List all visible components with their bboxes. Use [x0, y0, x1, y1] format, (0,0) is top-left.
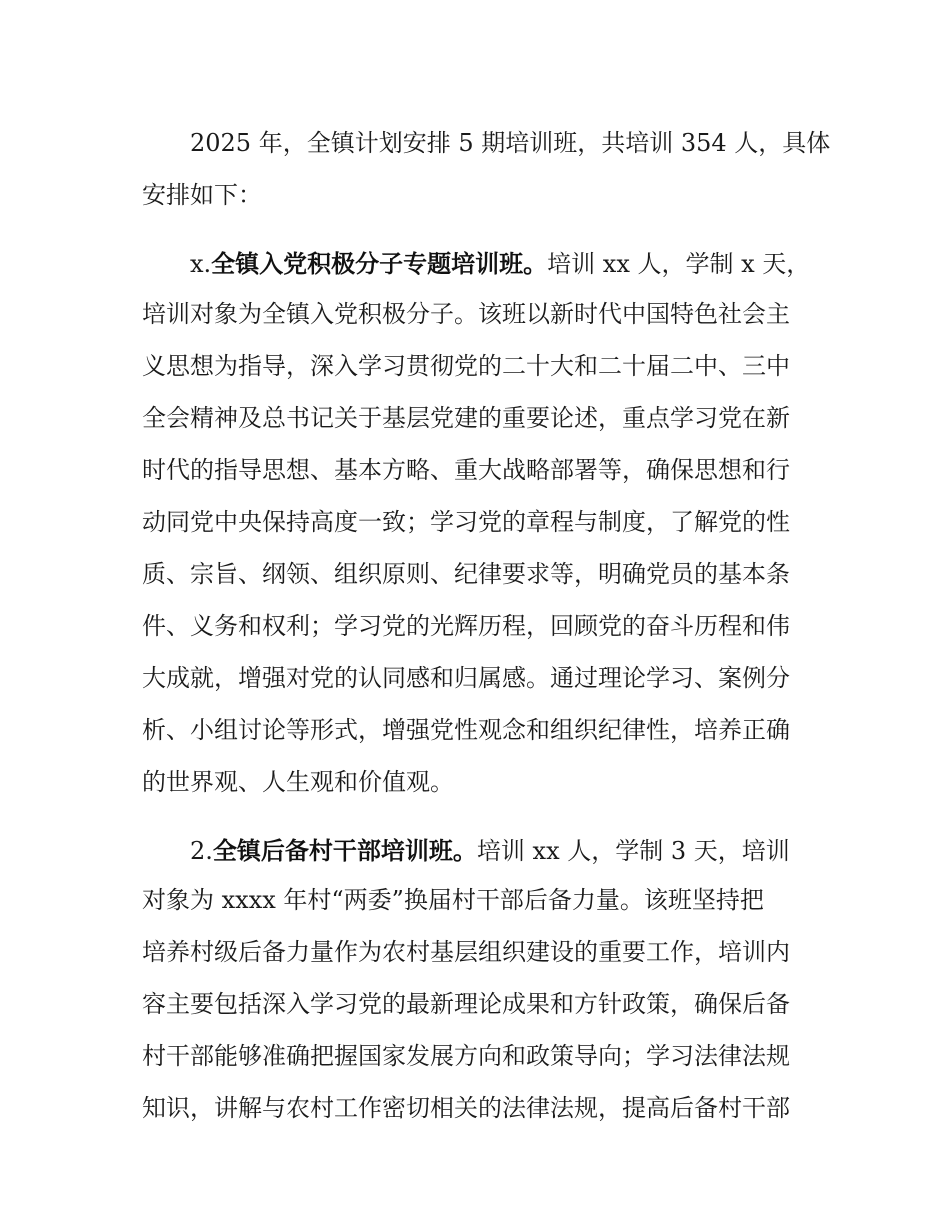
section-1-line: 的世界观、人生观和价值观。: [142, 768, 454, 796]
section-1-line: 义思想为指导，深入学习贯彻党的二十大和二十届二中、三中: [142, 352, 790, 380]
section-2-line: 村干部能够准确把握国家发展方向和政策导向；学习法律法规: [142, 1042, 790, 1070]
section-1-first-line: [190, 244, 950, 284]
section-1-line: 全会精神及总书记关于基层党建的重要论述，重点学习党在新: [142, 404, 790, 432]
section-1-heading: 全镇入党积极分子专题培训班。: [211, 250, 548, 278]
section-1-line: 质、宗旨、纲领、组织原则、纪律要求等，明确党员的基本条: [142, 560, 790, 588]
section-2-first-line-text: 培训 xx 人，学制 3 天，培训: [476, 837, 790, 865]
section-2-first-line: [190, 831, 950, 871]
section-1-line: 时代的指导思想、基本方略、重大战略部署等，确保思想和行: [142, 456, 790, 484]
section-2-heading: 全镇后备村干部培训班。: [212, 837, 477, 865]
intro-line-2: 安排如下：: [142, 181, 262, 209]
section-2-line: 培养村级后备力量作为农村基层组织建设的重要工作，培训内: [142, 938, 790, 966]
section-1-line: 培训对象为全镇入党积极分子。该班以新时代中国特色社会主: [142, 300, 790, 328]
section-1-first-line-text: 培训 xx 人，学制 x 天，: [547, 250, 811, 278]
section-1-line: 动同党中央保持高度一致；学习党的章程与制度，了解党的性: [142, 508, 790, 536]
section-2-number: 2.: [190, 837, 213, 865]
section-1-line: 析、小组讨论等形式，增强党性观念和组织纪律性，培养正确: [142, 716, 790, 744]
section-2-line: 对象为 xxxx 年村“两委”换届村干部后备力量。该班坚持把: [142, 886, 764, 914]
section-1-line: 大成就，增强对党的认同感和归属感。通过理论学习、案例分: [142, 664, 790, 692]
intro-line-1: 2025 年，全镇计划安排 5 期培训班，共培训 354 人，具体: [190, 129, 831, 157]
section-2-line: 容主要包括深入学习党的最新理论成果和方针政策，确保后备: [142, 990, 790, 1018]
section-1-line: 件、义务和权利；学习党的光辉历程，回顾党的奋斗历程和伟: [142, 612, 790, 640]
section-1-number: x.: [190, 250, 212, 278]
section-2-line: 知识，讲解与农村工作密切相关的法律法规，提高后备村干部: [142, 1094, 790, 1122]
